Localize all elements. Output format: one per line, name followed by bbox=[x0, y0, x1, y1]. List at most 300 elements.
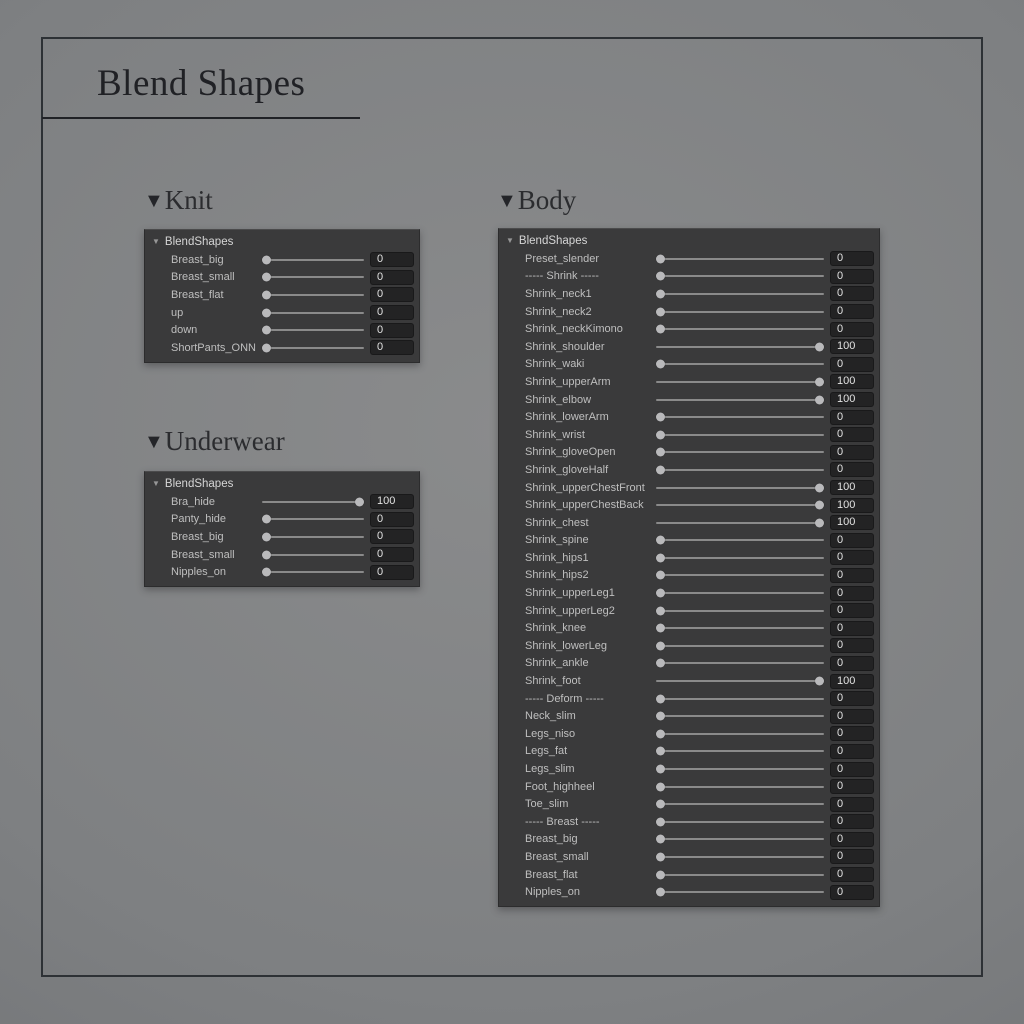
blendshape-value-field[interactable]: 0 bbox=[830, 286, 874, 301]
slider-track bbox=[656, 662, 824, 664]
blendshape-slider[interactable] bbox=[656, 851, 824, 863]
slider-knob[interactable] bbox=[815, 677, 824, 686]
slider-knob[interactable] bbox=[656, 641, 665, 650]
blendshape-label: Shrink_waki bbox=[525, 358, 585, 371]
blendshape-value-field[interactable]: 0 bbox=[830, 603, 874, 618]
blendshape-value-field[interactable]: 0 bbox=[370, 305, 414, 320]
blendshape-label: up bbox=[171, 306, 184, 319]
blendshape-slider[interactable] bbox=[656, 798, 824, 810]
slider-track bbox=[656, 715, 824, 717]
blendshape-slider[interactable] bbox=[656, 869, 824, 881]
blendshape-row bbox=[145, 251, 419, 269]
slider-track bbox=[656, 311, 824, 313]
slider-track bbox=[656, 293, 824, 295]
blendshape-value-field[interactable]: 0 bbox=[830, 621, 874, 636]
blendshape-row bbox=[499, 778, 879, 796]
blendshape-label: Shrink_lowerArm bbox=[525, 411, 609, 424]
blendshape-slider[interactable] bbox=[656, 270, 824, 282]
blendshape-row bbox=[499, 567, 879, 585]
blendshape-value-field[interactable]: 0 bbox=[830, 691, 874, 706]
slider-track bbox=[656, 416, 824, 418]
blendshapes-panel-knit bbox=[144, 229, 420, 363]
blendshape-slider[interactable] bbox=[656, 376, 824, 388]
blendshape-slider[interactable] bbox=[262, 513, 364, 525]
blendshape-slider[interactable] bbox=[656, 464, 824, 476]
blendshape-label: Shrink_upperChestBack bbox=[525, 499, 644, 512]
blendshape-row bbox=[499, 883, 879, 901]
blendshape-row bbox=[499, 848, 879, 866]
section-header-body[interactable] bbox=[497, 187, 576, 214]
blendshape-row bbox=[499, 496, 879, 514]
foldout-arrow-icon: ▼ bbox=[152, 237, 160, 246]
blendshape-value-field[interactable]: 0 bbox=[830, 462, 874, 477]
blendshape-row bbox=[499, 479, 879, 497]
blendshape-value-field[interactable]: 0 bbox=[830, 269, 874, 284]
blendshape-row bbox=[499, 408, 879, 426]
slider-track bbox=[262, 294, 364, 296]
blendshape-value-field[interactable]: 0 bbox=[370, 270, 414, 285]
blendshape-label: Shrink_shoulder bbox=[525, 340, 605, 353]
slider-track bbox=[656, 557, 824, 559]
blendshape-value-field[interactable]: 0 bbox=[830, 445, 874, 460]
blendshape-value-field[interactable]: 0 bbox=[830, 849, 874, 864]
slider-track bbox=[656, 363, 824, 365]
slider-track bbox=[262, 518, 364, 520]
slider-knob[interactable] bbox=[262, 515, 271, 524]
blendshape-label: Breast_big bbox=[525, 833, 578, 846]
slider-knob[interactable] bbox=[656, 765, 665, 774]
slider-knob[interactable] bbox=[656, 782, 665, 791]
blendshape-slider[interactable] bbox=[656, 517, 824, 529]
panel-rows bbox=[145, 493, 419, 581]
blendshape-value-field[interactable]: 100 bbox=[830, 374, 874, 389]
blendshape-label: Nipples_on bbox=[525, 886, 581, 899]
slider-track bbox=[656, 627, 824, 629]
slider-knob[interactable] bbox=[656, 307, 665, 316]
slider-track bbox=[656, 346, 824, 348]
slider-knob[interactable] bbox=[262, 326, 271, 335]
blendshape-row bbox=[499, 725, 879, 743]
blendshape-slider[interactable] bbox=[656, 341, 824, 353]
blendshape-slider[interactable] bbox=[656, 552, 824, 564]
slider-knob[interactable] bbox=[262, 273, 271, 282]
section-label: Knit bbox=[164, 185, 213, 215]
blendshape-row bbox=[499, 285, 879, 303]
slider-knob[interactable] bbox=[656, 888, 665, 897]
blendshape-label: Breast_flat bbox=[171, 288, 224, 301]
slider-knob[interactable] bbox=[656, 852, 665, 861]
slider-knob[interactable] bbox=[815, 518, 824, 527]
blendshape-value-field[interactable]: 0 bbox=[370, 512, 414, 527]
blendshape-label: Shrink_neck2 bbox=[525, 305, 592, 318]
blendshape-row bbox=[499, 831, 879, 849]
slider-knob[interactable] bbox=[656, 465, 665, 474]
blendshape-slider[interactable] bbox=[262, 289, 364, 301]
blendshape-row bbox=[499, 584, 879, 602]
blendshape-slider[interactable] bbox=[262, 566, 364, 578]
slider-track bbox=[656, 891, 824, 893]
blendshape-value-field[interactable]: 0 bbox=[370, 547, 414, 562]
blendshape-slider[interactable] bbox=[656, 622, 824, 634]
collapse-triangle-icon: ▼ bbox=[144, 430, 164, 453]
slider-knob[interactable] bbox=[262, 568, 271, 577]
slider-track bbox=[656, 469, 824, 471]
blendshape-slider[interactable] bbox=[656, 288, 824, 300]
blendshape-row bbox=[499, 250, 879, 268]
blendshape-label: Breast_small bbox=[171, 271, 235, 284]
blendshape-row bbox=[145, 304, 419, 322]
slider-knob[interactable] bbox=[815, 377, 824, 386]
blendshape-value-field[interactable]: 0 bbox=[830, 533, 874, 548]
blendshape-label: ----- Deform ----- bbox=[525, 692, 604, 705]
blendshape-value-field[interactable]: 0 bbox=[830, 885, 874, 900]
blendshape-value-field[interactable]: 100 bbox=[830, 674, 874, 689]
slider-track bbox=[656, 539, 824, 541]
slider-track bbox=[656, 680, 824, 682]
blendshape-row bbox=[145, 286, 419, 304]
slider-track bbox=[656, 381, 824, 383]
blendshape-value-field[interactable]: 100 bbox=[830, 339, 874, 354]
blendshape-slider[interactable] bbox=[656, 710, 824, 722]
slider-track bbox=[656, 275, 824, 277]
blendshape-row bbox=[499, 373, 879, 391]
slider-knob[interactable] bbox=[355, 497, 364, 506]
blendshape-slider[interactable] bbox=[656, 781, 824, 793]
blendshape-value-field[interactable]: 100 bbox=[830, 480, 874, 495]
blendshape-label: Legs_fat bbox=[525, 745, 568, 758]
blendshape-label: Shrink_upperLeg2 bbox=[525, 604, 615, 617]
panel-rows bbox=[145, 251, 419, 357]
blendshape-label: Shrink_gloveOpen bbox=[525, 446, 616, 459]
slider-knob[interactable] bbox=[656, 747, 665, 756]
slider-track bbox=[656, 733, 824, 735]
blendshape-row bbox=[499, 444, 879, 462]
slider-knob[interactable] bbox=[656, 289, 665, 298]
blendshape-row bbox=[499, 338, 879, 356]
panel-rows bbox=[499, 250, 879, 901]
blendshape-value-field[interactable]: 100 bbox=[370, 494, 414, 509]
blendshape-label: Shrink_spine bbox=[525, 534, 589, 547]
slider-knob[interactable] bbox=[262, 343, 271, 352]
slider-knob[interactable] bbox=[656, 360, 665, 369]
panel-title: BlendShapes bbox=[164, 478, 234, 490]
blendshape-value-field[interactable]: 0 bbox=[830, 726, 874, 741]
blendshape-label: Bra_hide bbox=[171, 495, 216, 508]
blendshape-row bbox=[499, 637, 879, 655]
blendshape-slider[interactable] bbox=[656, 323, 824, 335]
slider-track bbox=[656, 504, 824, 506]
blendshape-slider[interactable] bbox=[656, 534, 824, 546]
slider-knob[interactable] bbox=[656, 553, 665, 562]
blendshape-slider[interactable] bbox=[656, 499, 824, 511]
slider-track bbox=[656, 803, 824, 805]
slider-track bbox=[656, 838, 824, 840]
section-header-underwear[interactable] bbox=[144, 428, 285, 455]
slider-knob[interactable] bbox=[262, 550, 271, 559]
blendshapes-panel-underwear bbox=[144, 471, 420, 587]
slider-knob[interactable] bbox=[656, 254, 665, 263]
slider-knob[interactable] bbox=[262, 308, 271, 317]
blendshape-row bbox=[499, 795, 879, 813]
blendshape-slider[interactable] bbox=[656, 728, 824, 740]
blendshape-row bbox=[499, 619, 879, 637]
slider-track bbox=[656, 821, 824, 823]
blendshape-value-field[interactable]: 0 bbox=[370, 529, 414, 544]
blendshape-row bbox=[145, 321, 419, 339]
blendshape-row bbox=[499, 760, 879, 778]
slider-knob[interactable] bbox=[656, 694, 665, 703]
slider-knob[interactable] bbox=[656, 448, 665, 457]
slider-track bbox=[656, 610, 824, 612]
blendshape-value-field[interactable]: 0 bbox=[830, 709, 874, 724]
blendshape-row bbox=[499, 426, 879, 444]
blendshape-row bbox=[145, 269, 419, 287]
blendshape-slider[interactable] bbox=[262, 549, 364, 561]
slider-knob[interactable] bbox=[815, 501, 824, 510]
blendshape-label: Breast_big bbox=[171, 530, 224, 543]
slider-track bbox=[656, 487, 824, 489]
blendshape-slider[interactable] bbox=[656, 446, 824, 458]
collapse-triangle-icon: ▼ bbox=[144, 189, 164, 212]
blendshape-row bbox=[145, 528, 419, 546]
slider-track bbox=[656, 645, 824, 647]
blendshape-value-field[interactable]: 0 bbox=[370, 565, 414, 580]
slider-knob[interactable] bbox=[656, 536, 665, 545]
blendshape-slider[interactable] bbox=[656, 640, 824, 652]
panel-title: BlendShapes bbox=[518, 235, 588, 247]
blendshape-slider[interactable] bbox=[656, 569, 824, 581]
slider-track bbox=[656, 592, 824, 594]
blendshape-label: Shrink_ankle bbox=[525, 657, 589, 670]
blendshape-label: Breast_flat bbox=[525, 868, 578, 881]
blendshape-value-field[interactable]: 0 bbox=[830, 832, 874, 847]
blendshape-slider[interactable] bbox=[656, 358, 824, 370]
blendshape-row bbox=[499, 461, 879, 479]
blendshape-slider[interactable] bbox=[656, 429, 824, 441]
slider-track bbox=[262, 536, 364, 538]
blendshape-value-field[interactable]: 0 bbox=[830, 568, 874, 583]
blendshape-label: Shrink_hips2 bbox=[525, 569, 589, 582]
blendshape-value-field[interactable]: 0 bbox=[830, 797, 874, 812]
slider-knob[interactable] bbox=[656, 659, 665, 668]
slider-track bbox=[262, 501, 364, 503]
blendshape-row bbox=[499, 655, 879, 673]
blendshape-slider[interactable] bbox=[262, 531, 364, 543]
blendshape-label: Shrink_lowerLeg bbox=[525, 639, 607, 652]
blendshape-value-field[interactable]: 100 bbox=[830, 515, 874, 530]
slider-track bbox=[656, 750, 824, 752]
blendshape-row bbox=[499, 320, 879, 338]
slider-knob[interactable] bbox=[656, 712, 665, 721]
section-label: Underwear bbox=[164, 426, 285, 456]
slider-knob[interactable] bbox=[656, 817, 665, 826]
slider-track bbox=[656, 451, 824, 453]
blendshape-slider[interactable] bbox=[656, 693, 824, 705]
slider-track bbox=[656, 434, 824, 436]
blendshape-slider[interactable] bbox=[262, 342, 364, 354]
blendshape-value-field[interactable]: 0 bbox=[830, 586, 874, 601]
slider-knob[interactable] bbox=[656, 413, 665, 422]
slider-knob[interactable] bbox=[262, 532, 271, 541]
slider-track bbox=[262, 347, 364, 349]
blendshape-row bbox=[499, 549, 879, 567]
slider-track bbox=[656, 258, 824, 260]
blendshape-value-field[interactable]: 0 bbox=[830, 762, 874, 777]
blendshape-row bbox=[499, 356, 879, 374]
slider-knob[interactable] bbox=[815, 395, 824, 404]
blendshape-label: Preset_slender bbox=[525, 252, 599, 265]
blendshape-label: Shrink_elbow bbox=[525, 393, 592, 406]
blendshape-label: Neck_slim bbox=[525, 710, 576, 723]
blendshape-label: Panty_hide bbox=[171, 513, 227, 526]
blendshape-value-field[interactable]: 0 bbox=[830, 357, 874, 372]
blendshape-label: Breast_big bbox=[171, 253, 224, 266]
slider-knob[interactable] bbox=[815, 342, 824, 351]
blendshape-value-field[interactable]: 0 bbox=[830, 410, 874, 425]
blendshape-label: ----- Breast ----- bbox=[525, 815, 600, 828]
blendshape-slider[interactable] bbox=[656, 411, 824, 423]
blendshape-value-field[interactable]: 0 bbox=[830, 656, 874, 671]
slider-knob[interactable] bbox=[262, 290, 271, 299]
blendshape-label: Breast_small bbox=[171, 548, 235, 561]
collapse-triangle-icon: ▼ bbox=[497, 189, 517, 212]
blendshape-row bbox=[499, 672, 879, 690]
blendshape-value-field[interactable]: 0 bbox=[830, 814, 874, 829]
blendshape-label: ShortPants_ONN bbox=[171, 341, 256, 354]
blendshape-row bbox=[145, 511, 419, 529]
blendshape-value-field[interactable]: 0 bbox=[830, 638, 874, 653]
panel-foldout-header[interactable] bbox=[145, 233, 419, 251]
blendshape-value-field[interactable]: 0 bbox=[370, 287, 414, 302]
blendshape-slider[interactable] bbox=[656, 587, 824, 599]
slider-track bbox=[656, 574, 824, 576]
blendshape-label: Shrink_wrist bbox=[525, 428, 585, 441]
blendshape-slider[interactable] bbox=[262, 271, 364, 283]
slider-knob[interactable] bbox=[815, 483, 824, 492]
slider-track bbox=[656, 786, 824, 788]
blendshape-slider[interactable] bbox=[656, 306, 824, 318]
panel-foldout-header[interactable] bbox=[499, 232, 879, 250]
blendshape-slider[interactable] bbox=[656, 886, 824, 898]
blendshape-slider[interactable] bbox=[656, 253, 824, 265]
panel-foldout-header[interactable] bbox=[145, 475, 419, 493]
blendshape-label: Legs_slim bbox=[525, 763, 575, 776]
blendshape-row bbox=[499, 391, 879, 409]
blendshape-label: Shrink_gloveHalf bbox=[525, 463, 609, 476]
slider-track bbox=[656, 698, 824, 700]
slider-knob[interactable] bbox=[656, 870, 665, 879]
blendshape-row bbox=[499, 514, 879, 532]
slider-knob[interactable] bbox=[656, 800, 665, 809]
slider-knob[interactable] bbox=[262, 255, 271, 264]
blendshape-value-field[interactable]: 0 bbox=[830, 427, 874, 442]
blendshape-value-field[interactable]: 0 bbox=[830, 304, 874, 319]
slider-track bbox=[262, 554, 364, 556]
blendshape-slider[interactable] bbox=[262, 307, 364, 319]
blendshape-value-field[interactable]: 0 bbox=[370, 252, 414, 267]
blendshape-value-field[interactable]: 0 bbox=[370, 323, 414, 338]
blendshape-row bbox=[499, 532, 879, 550]
blendshape-slider[interactable] bbox=[656, 833, 824, 845]
blendshape-slider[interactable] bbox=[656, 763, 824, 775]
blendshape-row bbox=[145, 546, 419, 564]
slider-knob[interactable] bbox=[656, 430, 665, 439]
blendshape-label: Shrink_neckKimono bbox=[525, 323, 623, 336]
blendshape-slider[interactable] bbox=[262, 254, 364, 266]
blendshape-label: Foot_highheel bbox=[525, 780, 595, 793]
blendshape-value-field[interactable]: 0 bbox=[830, 550, 874, 565]
slider-knob[interactable] bbox=[656, 272, 665, 281]
slider-track bbox=[656, 768, 824, 770]
slider-track bbox=[656, 522, 824, 524]
slider-track bbox=[262, 312, 364, 314]
slider-track bbox=[262, 276, 364, 278]
blendshape-slider[interactable] bbox=[262, 496, 364, 508]
blendshape-row bbox=[145, 563, 419, 581]
slider-knob[interactable] bbox=[656, 571, 665, 580]
slider-knob[interactable] bbox=[656, 589, 665, 598]
blendshape-row bbox=[499, 866, 879, 884]
blendshape-value-field[interactable]: 100 bbox=[830, 498, 874, 513]
slider-knob[interactable] bbox=[656, 729, 665, 738]
blendshape-value-field[interactable]: 0 bbox=[830, 251, 874, 266]
blendshape-value-field[interactable]: 0 bbox=[370, 340, 414, 355]
slider-track bbox=[262, 571, 364, 573]
blendshape-label: Shrink_upperLeg1 bbox=[525, 587, 615, 600]
blendshape-row bbox=[499, 813, 879, 831]
section-header-knit[interactable] bbox=[144, 187, 213, 214]
slider-knob[interactable] bbox=[656, 325, 665, 334]
blendshape-slider[interactable] bbox=[262, 324, 364, 336]
slider-knob[interactable] bbox=[656, 835, 665, 844]
foldout-arrow-icon: ▼ bbox=[152, 479, 160, 488]
blendshape-value-field[interactable]: 0 bbox=[830, 867, 874, 882]
slider-knob[interactable] bbox=[656, 624, 665, 633]
blendshape-slider[interactable] bbox=[656, 675, 824, 687]
slider-track bbox=[262, 329, 364, 331]
blendshape-row bbox=[499, 303, 879, 321]
foldout-arrow-icon: ▼ bbox=[506, 236, 514, 245]
blendshape-label: down bbox=[171, 324, 198, 337]
blendshape-value-field[interactable]: 100 bbox=[830, 392, 874, 407]
blendshape-label: Breast_small bbox=[525, 850, 589, 863]
blendshape-label: ----- Shrink ----- bbox=[525, 270, 599, 283]
blendshape-value-field[interactable]: 0 bbox=[830, 744, 874, 759]
blendshape-label: Shrink_upperChestFront bbox=[525, 481, 645, 494]
blendshape-slider[interactable] bbox=[656, 745, 824, 757]
blendshape-slider[interactable] bbox=[656, 816, 824, 828]
slider-knob[interactable] bbox=[656, 606, 665, 615]
blendshape-value-field[interactable]: 0 bbox=[830, 322, 874, 337]
blendshape-value-field[interactable]: 0 bbox=[830, 779, 874, 794]
blendshape-slider[interactable] bbox=[656, 394, 824, 406]
panel-title: BlendShapes bbox=[164, 236, 234, 248]
blendshape-slider[interactable] bbox=[656, 482, 824, 494]
blendshape-label: Toe_slim bbox=[525, 798, 569, 811]
blendshape-row bbox=[499, 707, 879, 725]
page-title: Blend Shapes bbox=[97, 63, 306, 104]
blendshape-label: Shrink_hips1 bbox=[525, 551, 589, 564]
blendshape-slider[interactable] bbox=[656, 657, 824, 669]
blendshape-row bbox=[499, 690, 879, 708]
blendshape-row bbox=[145, 339, 419, 357]
blendshape-label: Shrink_neck1 bbox=[525, 287, 592, 300]
blendshape-slider[interactable] bbox=[656, 605, 824, 617]
blendshape-row bbox=[145, 493, 419, 511]
slider-track bbox=[656, 328, 824, 330]
blendshape-row bbox=[499, 743, 879, 761]
slider-track bbox=[656, 856, 824, 858]
